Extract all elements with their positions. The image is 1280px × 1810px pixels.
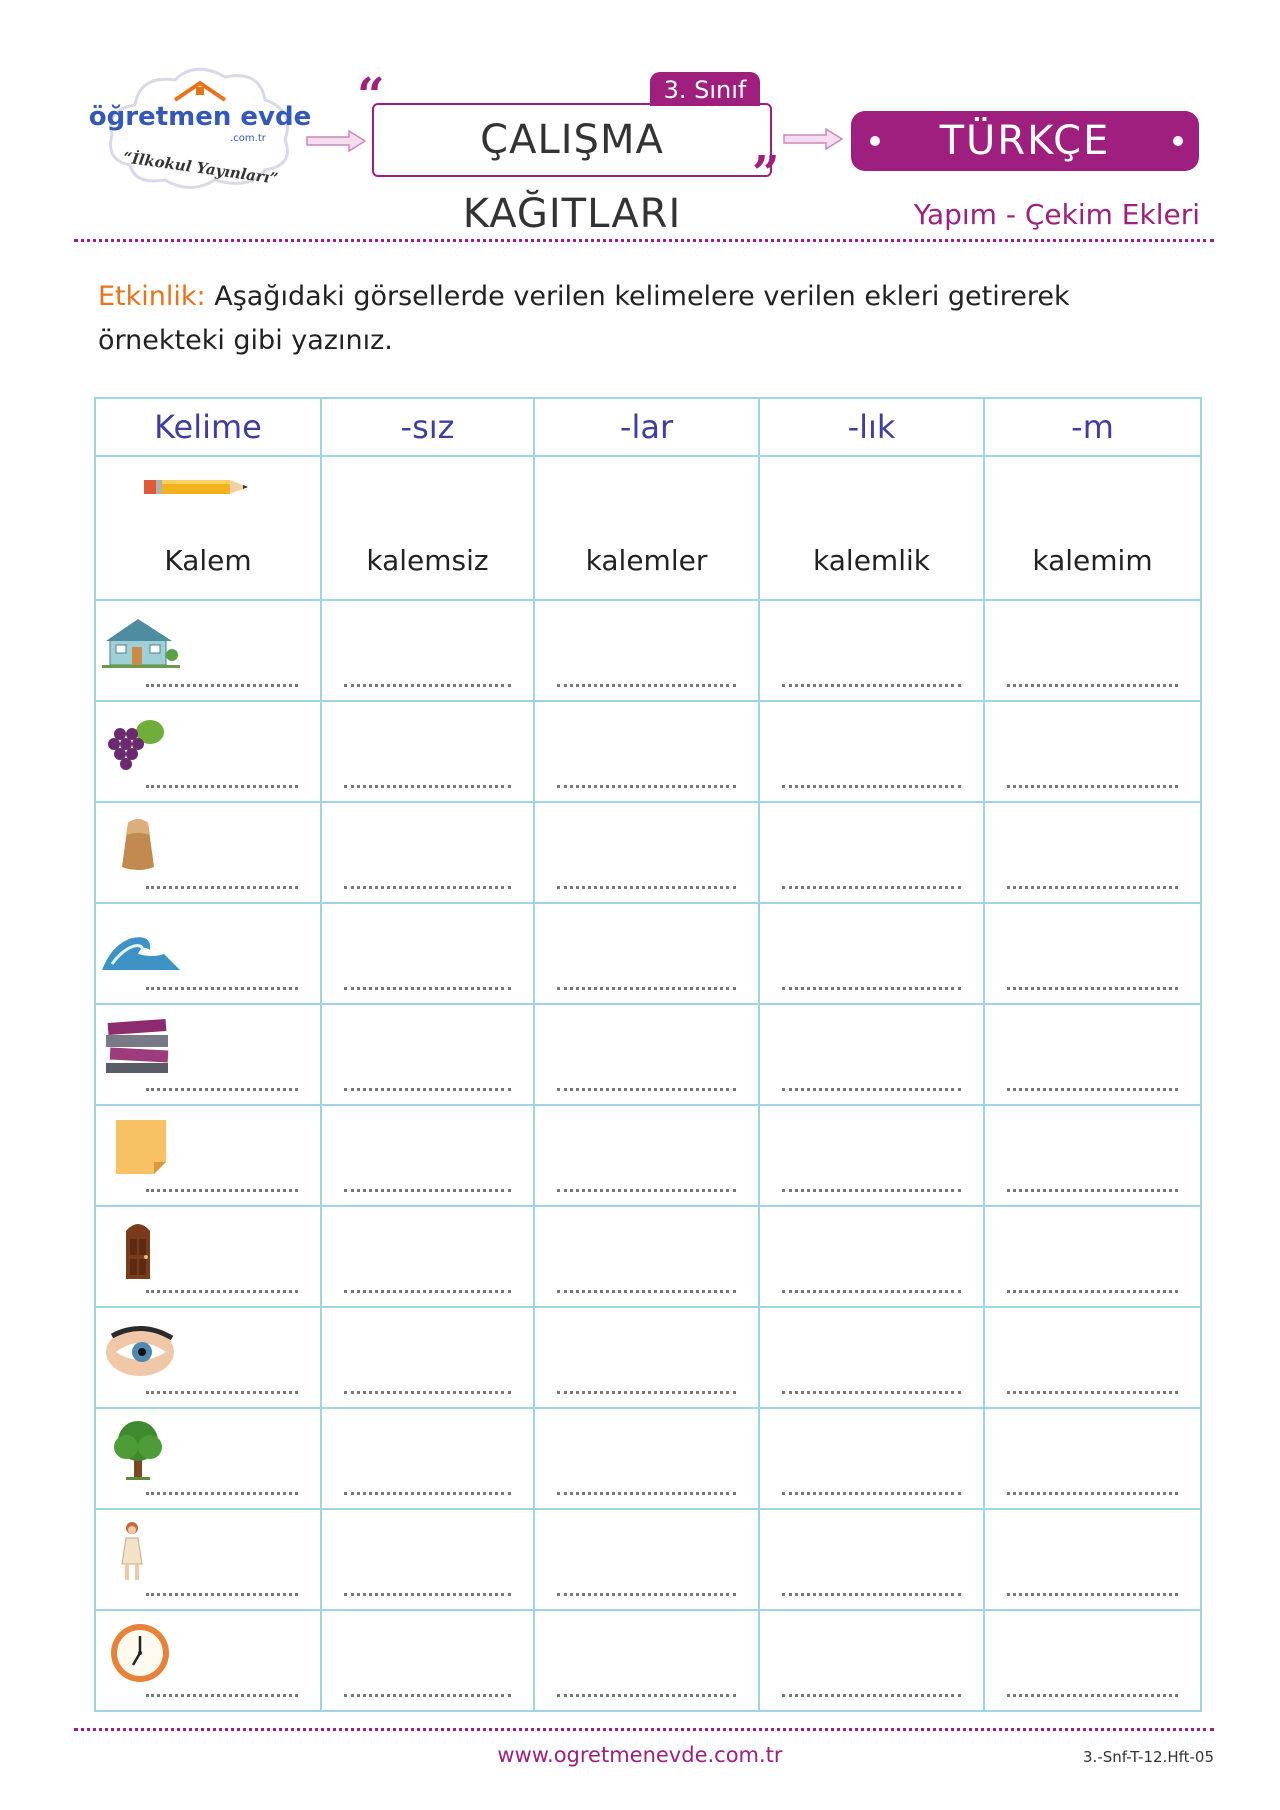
answer-cell[interactable] bbox=[759, 1610, 984, 1711]
table-row bbox=[95, 802, 1201, 903]
answer-cell[interactable] bbox=[321, 701, 534, 802]
word-cell bbox=[95, 1105, 321, 1206]
answer-line[interactable] bbox=[146, 1492, 298, 1495]
answer-line[interactable] bbox=[782, 886, 961, 889]
clock-icon bbox=[102, 1621, 180, 1685]
bullet-dot bbox=[1173, 136, 1183, 146]
answer-cell[interactable] bbox=[321, 903, 534, 1004]
word-cell bbox=[95, 1206, 321, 1307]
answer-cell[interactable] bbox=[321, 1004, 534, 1105]
table-row bbox=[95, 1105, 1201, 1206]
answer-line[interactable] bbox=[557, 785, 736, 788]
answer-cell[interactable] bbox=[321, 802, 534, 903]
answer-cell[interactable] bbox=[759, 701, 984, 802]
grapes-icon bbox=[102, 712, 180, 776]
answer-cell[interactable] bbox=[984, 802, 1201, 903]
answer-line[interactable] bbox=[557, 1290, 736, 1293]
answer-cell[interactable] bbox=[984, 1610, 1201, 1711]
answer-cell[interactable] bbox=[759, 1105, 984, 1206]
answer-line[interactable] bbox=[782, 1189, 961, 1192]
girl-icon bbox=[102, 1520, 180, 1584]
example-row bbox=[95, 456, 1201, 600]
word-cell bbox=[95, 903, 321, 1004]
answer-cell[interactable] bbox=[534, 903, 759, 1004]
answer-line[interactable] bbox=[782, 785, 961, 788]
answer-line[interactable] bbox=[557, 886, 736, 889]
logo-domain: .com.tr bbox=[230, 133, 266, 144]
answer-line[interactable] bbox=[1007, 1391, 1178, 1394]
door-icon bbox=[102, 1217, 180, 1281]
answer-cell[interactable] bbox=[984, 1307, 1201, 1408]
answer-line[interactable] bbox=[344, 1391, 511, 1394]
answer-cell[interactable] bbox=[534, 1408, 759, 1509]
answer-line[interactable] bbox=[344, 886, 511, 889]
arrow-right-icon bbox=[305, 130, 367, 152]
table-row bbox=[95, 1610, 1201, 1711]
answer-cell[interactable] bbox=[759, 802, 984, 903]
answer-line[interactable] bbox=[1007, 684, 1178, 687]
table-row bbox=[95, 1509, 1201, 1610]
column-header-lik: -lık bbox=[759, 398, 984, 456]
divider bbox=[74, 239, 1214, 242]
answer-cell[interactable] bbox=[321, 1408, 534, 1509]
example-cell: kalemsiz bbox=[321, 456, 534, 600]
answer-cell[interactable] bbox=[984, 1105, 1201, 1206]
answer-line[interactable] bbox=[146, 684, 298, 687]
answer-cell[interactable] bbox=[321, 1610, 534, 1711]
answer-cell[interactable] bbox=[321, 1206, 534, 1307]
answer-cell[interactable] bbox=[759, 1509, 984, 1610]
answer-line[interactable] bbox=[557, 1492, 736, 1495]
word-cell bbox=[95, 701, 321, 802]
wave-icon bbox=[102, 914, 180, 978]
table-header-row bbox=[95, 398, 1201, 456]
column-header-siz: -sız bbox=[321, 398, 534, 456]
answer-cell[interactable] bbox=[534, 600, 759, 701]
answer-cell[interactable] bbox=[984, 600, 1201, 701]
answer-line[interactable] bbox=[1007, 785, 1178, 788]
word-cell bbox=[95, 1004, 321, 1105]
answer-line[interactable] bbox=[344, 785, 511, 788]
answer-line[interactable] bbox=[557, 1088, 736, 1091]
answer-line[interactable] bbox=[146, 1391, 298, 1394]
answer-cell[interactable] bbox=[759, 1004, 984, 1105]
answer-line[interactable] bbox=[146, 1593, 298, 1596]
answer-line[interactable] bbox=[344, 1290, 511, 1293]
answer-line[interactable] bbox=[782, 684, 961, 687]
answer-cell[interactable] bbox=[759, 1307, 984, 1408]
answer-line[interactable] bbox=[1007, 886, 1178, 889]
table-row bbox=[95, 1004, 1201, 1105]
column-header-m: -m bbox=[984, 398, 1201, 456]
bullet-dot bbox=[870, 136, 880, 146]
answer-cell[interactable] bbox=[321, 1307, 534, 1408]
answer-cell[interactable] bbox=[534, 1610, 759, 1711]
activity-label: Etkinlik: bbox=[98, 281, 206, 312]
answer-cell[interactable] bbox=[534, 1509, 759, 1610]
answer-cell[interactable] bbox=[984, 1206, 1201, 1307]
answer-line[interactable] bbox=[146, 1694, 298, 1697]
word-cell bbox=[95, 1509, 321, 1610]
word-cell bbox=[95, 1610, 321, 1711]
answer-line[interactable] bbox=[782, 1492, 961, 1495]
thimble-icon bbox=[102, 813, 180, 877]
word-cell bbox=[95, 1408, 321, 1509]
answer-line[interactable] bbox=[1007, 1290, 1178, 1293]
answer-line[interactable] bbox=[146, 1290, 298, 1293]
answer-cell[interactable] bbox=[984, 1408, 1201, 1509]
answer-line[interactable] bbox=[782, 1593, 961, 1596]
answer-line[interactable] bbox=[344, 684, 511, 687]
answer-cell[interactable] bbox=[984, 1004, 1201, 1105]
page-title: ÇALIŞMA KAĞITLARI bbox=[462, 117, 682, 237]
answer-cell[interactable] bbox=[321, 600, 534, 701]
close-quote-mark: ” bbox=[752, 146, 780, 202]
answer-line[interactable] bbox=[344, 1694, 511, 1697]
eye-icon bbox=[102, 1318, 180, 1382]
table-row bbox=[95, 701, 1201, 802]
arrow-right-icon bbox=[782, 128, 844, 150]
answer-line[interactable] bbox=[1007, 1593, 1178, 1596]
answer-cell[interactable] bbox=[534, 701, 759, 802]
house-icon bbox=[102, 611, 180, 675]
answer-cell[interactable] bbox=[534, 1206, 759, 1307]
answer-line[interactable] bbox=[344, 1593, 511, 1596]
books-icon bbox=[102, 1015, 180, 1079]
answer-line[interactable] bbox=[557, 1391, 736, 1394]
table-row bbox=[95, 1408, 1201, 1509]
answer-line[interactable] bbox=[146, 785, 298, 788]
tree-icon bbox=[102, 1419, 180, 1483]
table-row bbox=[95, 600, 1201, 701]
divider bbox=[74, 1728, 1214, 1731]
example-word: Kalem bbox=[164, 544, 252, 577]
table-row bbox=[95, 1307, 1201, 1408]
answer-line[interactable] bbox=[344, 987, 511, 990]
answer-cell[interactable] bbox=[759, 1206, 984, 1307]
logo-brand: öğretmen evde bbox=[88, 102, 312, 132]
answer-line[interactable] bbox=[146, 987, 298, 990]
example-cell: kalemlik bbox=[759, 456, 984, 600]
answer-line[interactable] bbox=[344, 1189, 511, 1192]
brand-logo bbox=[88, 55, 312, 215]
open-quote-mark: “ bbox=[357, 68, 385, 124]
word-cell bbox=[95, 1307, 321, 1408]
topic-subtitle: Yapım - Çekim Ekleri bbox=[913, 198, 1200, 231]
answer-cell[interactable] bbox=[534, 1307, 759, 1408]
answer-line[interactable] bbox=[782, 1694, 961, 1697]
answer-line[interactable] bbox=[557, 1189, 736, 1192]
footer-website[interactable]: www.ogretmenevde.com.tr bbox=[497, 1743, 783, 1767]
answer-cell[interactable] bbox=[759, 600, 984, 701]
answer-line[interactable] bbox=[557, 684, 736, 687]
column-header-lar: -lar bbox=[534, 398, 759, 456]
answer-cell[interactable] bbox=[759, 903, 984, 1004]
word-cell bbox=[95, 802, 321, 903]
answer-cell[interactable] bbox=[534, 1004, 759, 1105]
document-code: 3.-Snf-T-12.Hft-05 bbox=[1083, 1748, 1214, 1766]
answer-line[interactable] bbox=[782, 1088, 961, 1091]
activity-instruction bbox=[98, 275, 1198, 363]
answer-cell[interactable] bbox=[759, 1408, 984, 1509]
answer-line[interactable] bbox=[557, 987, 736, 990]
word-cell bbox=[95, 600, 321, 701]
answer-cell[interactable] bbox=[984, 701, 1201, 802]
sticky-note-icon bbox=[102, 1116, 180, 1180]
answer-line[interactable] bbox=[1007, 987, 1178, 990]
logo-tagline: “İlkokul Yayınları” bbox=[122, 148, 280, 188]
answer-line[interactable] bbox=[1007, 1189, 1178, 1192]
activity-text: Aşağıdaki görsellerde verilen kelimelere verilen ekleri getirerek örnekteki gibi yazınız. bbox=[98, 281, 1070, 356]
answer-line[interactable] bbox=[557, 1593, 736, 1596]
grade-badge: 3. Sınıf bbox=[650, 72, 760, 106]
example-word-cell bbox=[95, 456, 321, 600]
answer-line[interactable] bbox=[1007, 1694, 1178, 1697]
answer-line[interactable] bbox=[782, 1391, 961, 1394]
pencil-icon bbox=[142, 475, 252, 499]
answer-line[interactable] bbox=[146, 1088, 298, 1091]
answer-line[interactable] bbox=[1007, 1088, 1178, 1091]
answer-line[interactable] bbox=[557, 1694, 736, 1697]
answer-line[interactable] bbox=[782, 987, 961, 990]
subject-badge: TÜRKÇE bbox=[851, 111, 1199, 171]
table-row bbox=[95, 903, 1201, 1004]
answer-cell[interactable] bbox=[321, 1105, 534, 1206]
answer-line[interactable] bbox=[1007, 1492, 1178, 1495]
answer-line[interactable] bbox=[146, 1189, 298, 1192]
column-header-word: Kelime bbox=[95, 398, 321, 456]
answer-line[interactable] bbox=[344, 1492, 511, 1495]
answer-cell[interactable] bbox=[321, 1509, 534, 1610]
answer-line[interactable] bbox=[146, 886, 298, 889]
answer-cell[interactable] bbox=[534, 1105, 759, 1206]
example-cell: kalemler bbox=[534, 456, 759, 600]
example-cell: kalemim bbox=[984, 456, 1201, 600]
answer-line[interactable] bbox=[344, 1088, 511, 1091]
table-row bbox=[95, 1206, 1201, 1307]
answer-line[interactable] bbox=[782, 1290, 961, 1293]
answer-cell[interactable] bbox=[984, 1509, 1201, 1610]
suffix-table bbox=[94, 397, 1202, 1712]
answer-cell[interactable] bbox=[984, 903, 1201, 1004]
answer-cell[interactable] bbox=[534, 802, 759, 903]
